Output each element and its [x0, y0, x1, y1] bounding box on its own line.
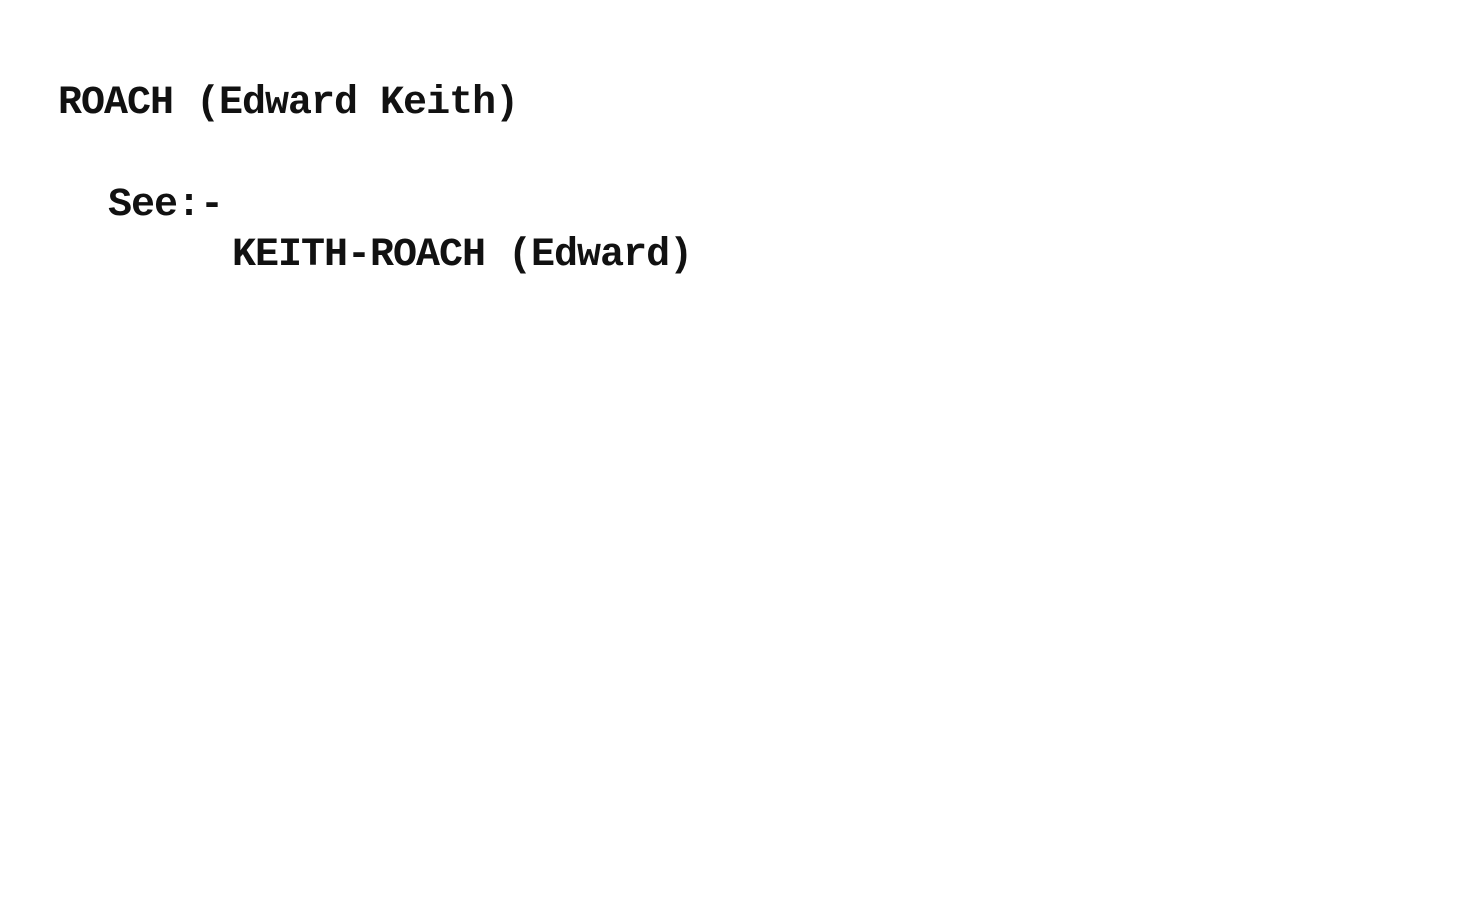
see-reference-label: See:- — [108, 183, 224, 228]
card-heading: ROACH (Edward Keith) — [58, 81, 519, 126]
cross-reference-entry: KEITH-ROACH (Edward) — [232, 233, 693, 278]
